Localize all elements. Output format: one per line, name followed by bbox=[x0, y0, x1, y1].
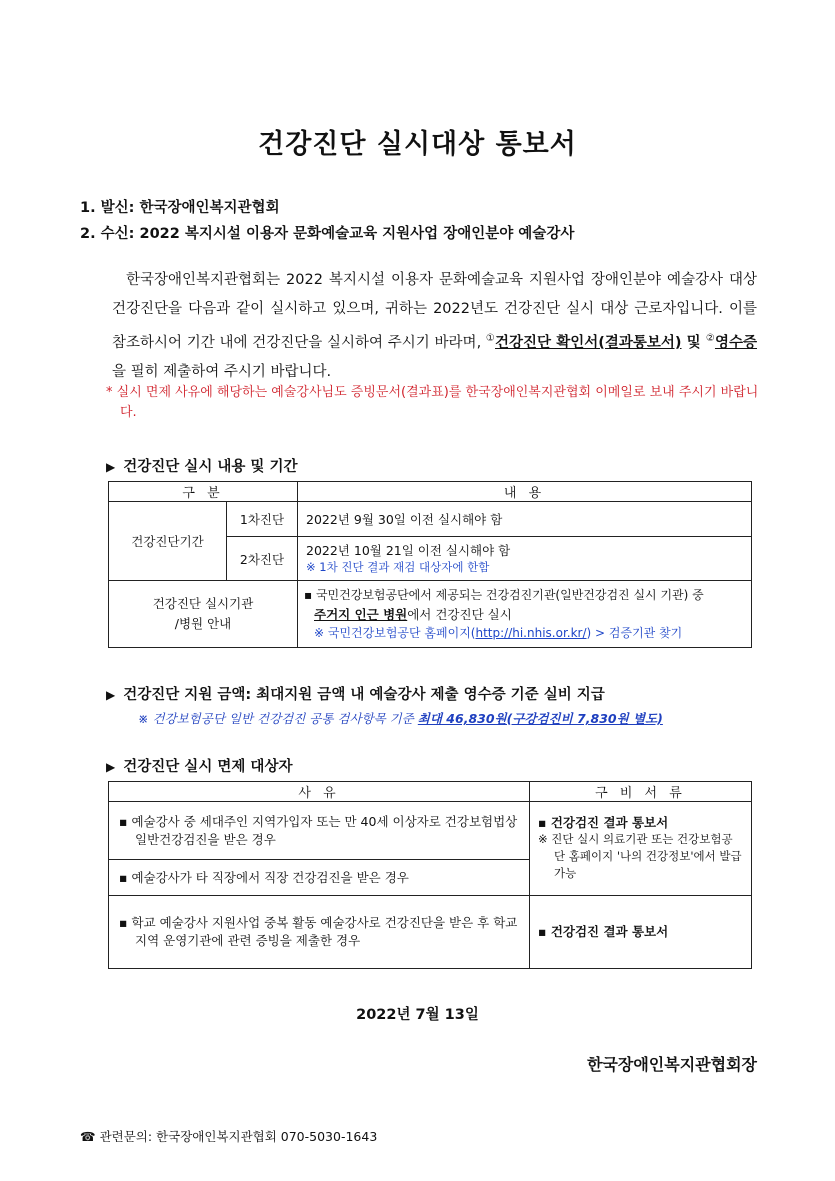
round-1-content: 2022년 9월 30일 이전 실시해야 함 bbox=[298, 502, 752, 537]
table-header: 내 용 bbox=[298, 482, 752, 502]
required-docs-b: ▪ 건강검진 결과 통보서 bbox=[530, 896, 752, 969]
round-2-cell bbox=[298, 537, 752, 581]
section-heading-support bbox=[106, 683, 605, 704]
institution-line-2-rest: 에서 건강진단 실시 bbox=[407, 606, 512, 622]
support-amount-note bbox=[138, 709, 663, 727]
nearby-hospital-text: 주거지 인근 병원 bbox=[314, 606, 408, 622]
body-text-1: 한국장애인복지관협회는 2022 복지시설 이용자 문화예술교육 지원사업 장애인분야 예술강사 대상 건강진단을 다음과 같이 실시하고 있으며, 귀하는 2022년도 건강진단 실시 대상 근로자입니다. 이를 참조하시어 기간 내에 건강진단을 실시하여 주시기 바라며, bbox=[112, 272, 757, 351]
exemption-reason-1 bbox=[109, 802, 530, 860]
support-note-prefix: ※ 건강보험공단 일반 건강검진 공통 검사항목 기준 bbox=[138, 711, 418, 726]
support-max-amount: 최대 46,830원(구강검진비 7,830원 별도) bbox=[417, 711, 663, 726]
nhis-link[interactable]: http://hi.nhis.or.kr/ bbox=[475, 625, 587, 640]
signature: 한국장애인복지관협회장 bbox=[586, 1055, 757, 1074]
round-2-note: ※ 1차 진단 결과 재검 대상자에 한함 bbox=[306, 559, 490, 574]
section-heading-exemption bbox=[106, 755, 292, 776]
triangle-bullet-icon: ▶ bbox=[106, 460, 116, 474]
sender-line: 1. 발신: 한국장애인복지관협회 bbox=[80, 200, 280, 216]
section-heading-text: 건강진단 실시 내용 및 기간 bbox=[123, 459, 298, 475]
exemption-reason-2 bbox=[109, 860, 530, 896]
section-heading-text: 건강진단 지원 금액: 최대지원 금액 내 예술강사 제출 영수증 기준 실비 지급 bbox=[123, 687, 605, 703]
doc-number-1: ① bbox=[485, 333, 495, 344]
and-text: 및 bbox=[681, 334, 706, 351]
institution-link-suffix: ) > 검증기관 찾기 bbox=[586, 625, 683, 640]
table-header: 구 비 서 류 bbox=[530, 782, 752, 802]
body-text-2: 을 필히 제출하여 주시기 바랍니다. bbox=[112, 363, 332, 380]
doc-a-title: ▪ 건강검진 결과 통보서 bbox=[538, 815, 669, 830]
contact-text: 관련문의: 한국장애인복지관협회 070-5030-1643 bbox=[99, 1129, 378, 1144]
section-heading-schedule bbox=[106, 455, 298, 476]
section-heading-text: 건강진단 실시 면제 대상자 bbox=[123, 759, 293, 775]
institution-line-1: ▪ 국민건강보험공단에서 제공되는 건강검진기관(일반건강검진 실시 기관) 중 bbox=[304, 587, 704, 602]
exemption-table bbox=[108, 781, 752, 969]
round-2-label: 2차진단 bbox=[227, 537, 298, 581]
institution-label-line: 건강진단 실시기관 bbox=[152, 596, 254, 611]
doc-number-2: ② bbox=[705, 333, 715, 344]
round-1-label: 1차진단 bbox=[227, 502, 298, 537]
receiver-line: 2. 수신: 2022 복지시설 이용자 문화예술교육 지원사업 장애인분야 예술강사 bbox=[80, 226, 575, 242]
triangle-bullet-icon: ▶ bbox=[106, 760, 116, 774]
required-docs-a bbox=[530, 802, 752, 896]
institution-line-3 bbox=[304, 624, 745, 643]
period-label: 건강진단기간 bbox=[109, 502, 227, 581]
reason-text: ▪ 예술강사가 타 직장에서 직장 건강검진을 받은 경우 bbox=[119, 869, 409, 885]
reason-text: ▪ 학교 예술강사 지원사업 중복 활동 예술강사로 건강진단을 받은 후 학교 지역 운영기관에 관련 증빙을 제출한 경우 bbox=[119, 915, 518, 948]
body-paragraph bbox=[112, 266, 757, 387]
institution-label bbox=[109, 581, 298, 648]
contact-footer bbox=[80, 1127, 377, 1145]
institution-cell bbox=[298, 581, 752, 648]
table-header: 구 분 bbox=[109, 482, 298, 502]
phone-icon: ☎ bbox=[80, 1129, 96, 1144]
triangle-bullet-icon: ▶ bbox=[106, 688, 116, 702]
round-2-content: 2022년 10월 21일 이전 실시해야 함 bbox=[306, 542, 511, 558]
doc-a-note: ※ 진단 실시 의료기관 또는 건강보험공단 홈페이지 '나의 건강정보'에서 발급가능 bbox=[538, 832, 742, 880]
exemption-notice: * 실시 면제 사유에 해당하는 예술강사님도 증빙문서(결과표)를 한국장애인복지관협회 이메일로 보내 주시기 바랍니다. bbox=[106, 385, 759, 420]
required-doc-1: 건강진단 확인서(결과통보서) bbox=[495, 334, 682, 351]
document-title: 건강진단 실시대상 통보서 bbox=[258, 129, 577, 160]
institution-line-2 bbox=[304, 605, 745, 624]
reason-text: ▪ 예술강사 중 세대주인 지역가입자 또는 만 40세 이상자로 건강보험법상 일반건강검진을 받은 경우 bbox=[119, 813, 518, 847]
issue-date: 2022년 7월 13일 bbox=[356, 1007, 479, 1023]
required-doc-2: 영수증 bbox=[714, 334, 757, 351]
schedule-table bbox=[108, 481, 752, 648]
institution-link-prefix: ※ 국민건강보험공단 홈페이지( bbox=[314, 625, 476, 640]
table-header: 사 유 bbox=[109, 782, 530, 802]
institution-label-line: /병원 안내 bbox=[174, 616, 232, 631]
exemption-reason-3 bbox=[109, 896, 530, 969]
